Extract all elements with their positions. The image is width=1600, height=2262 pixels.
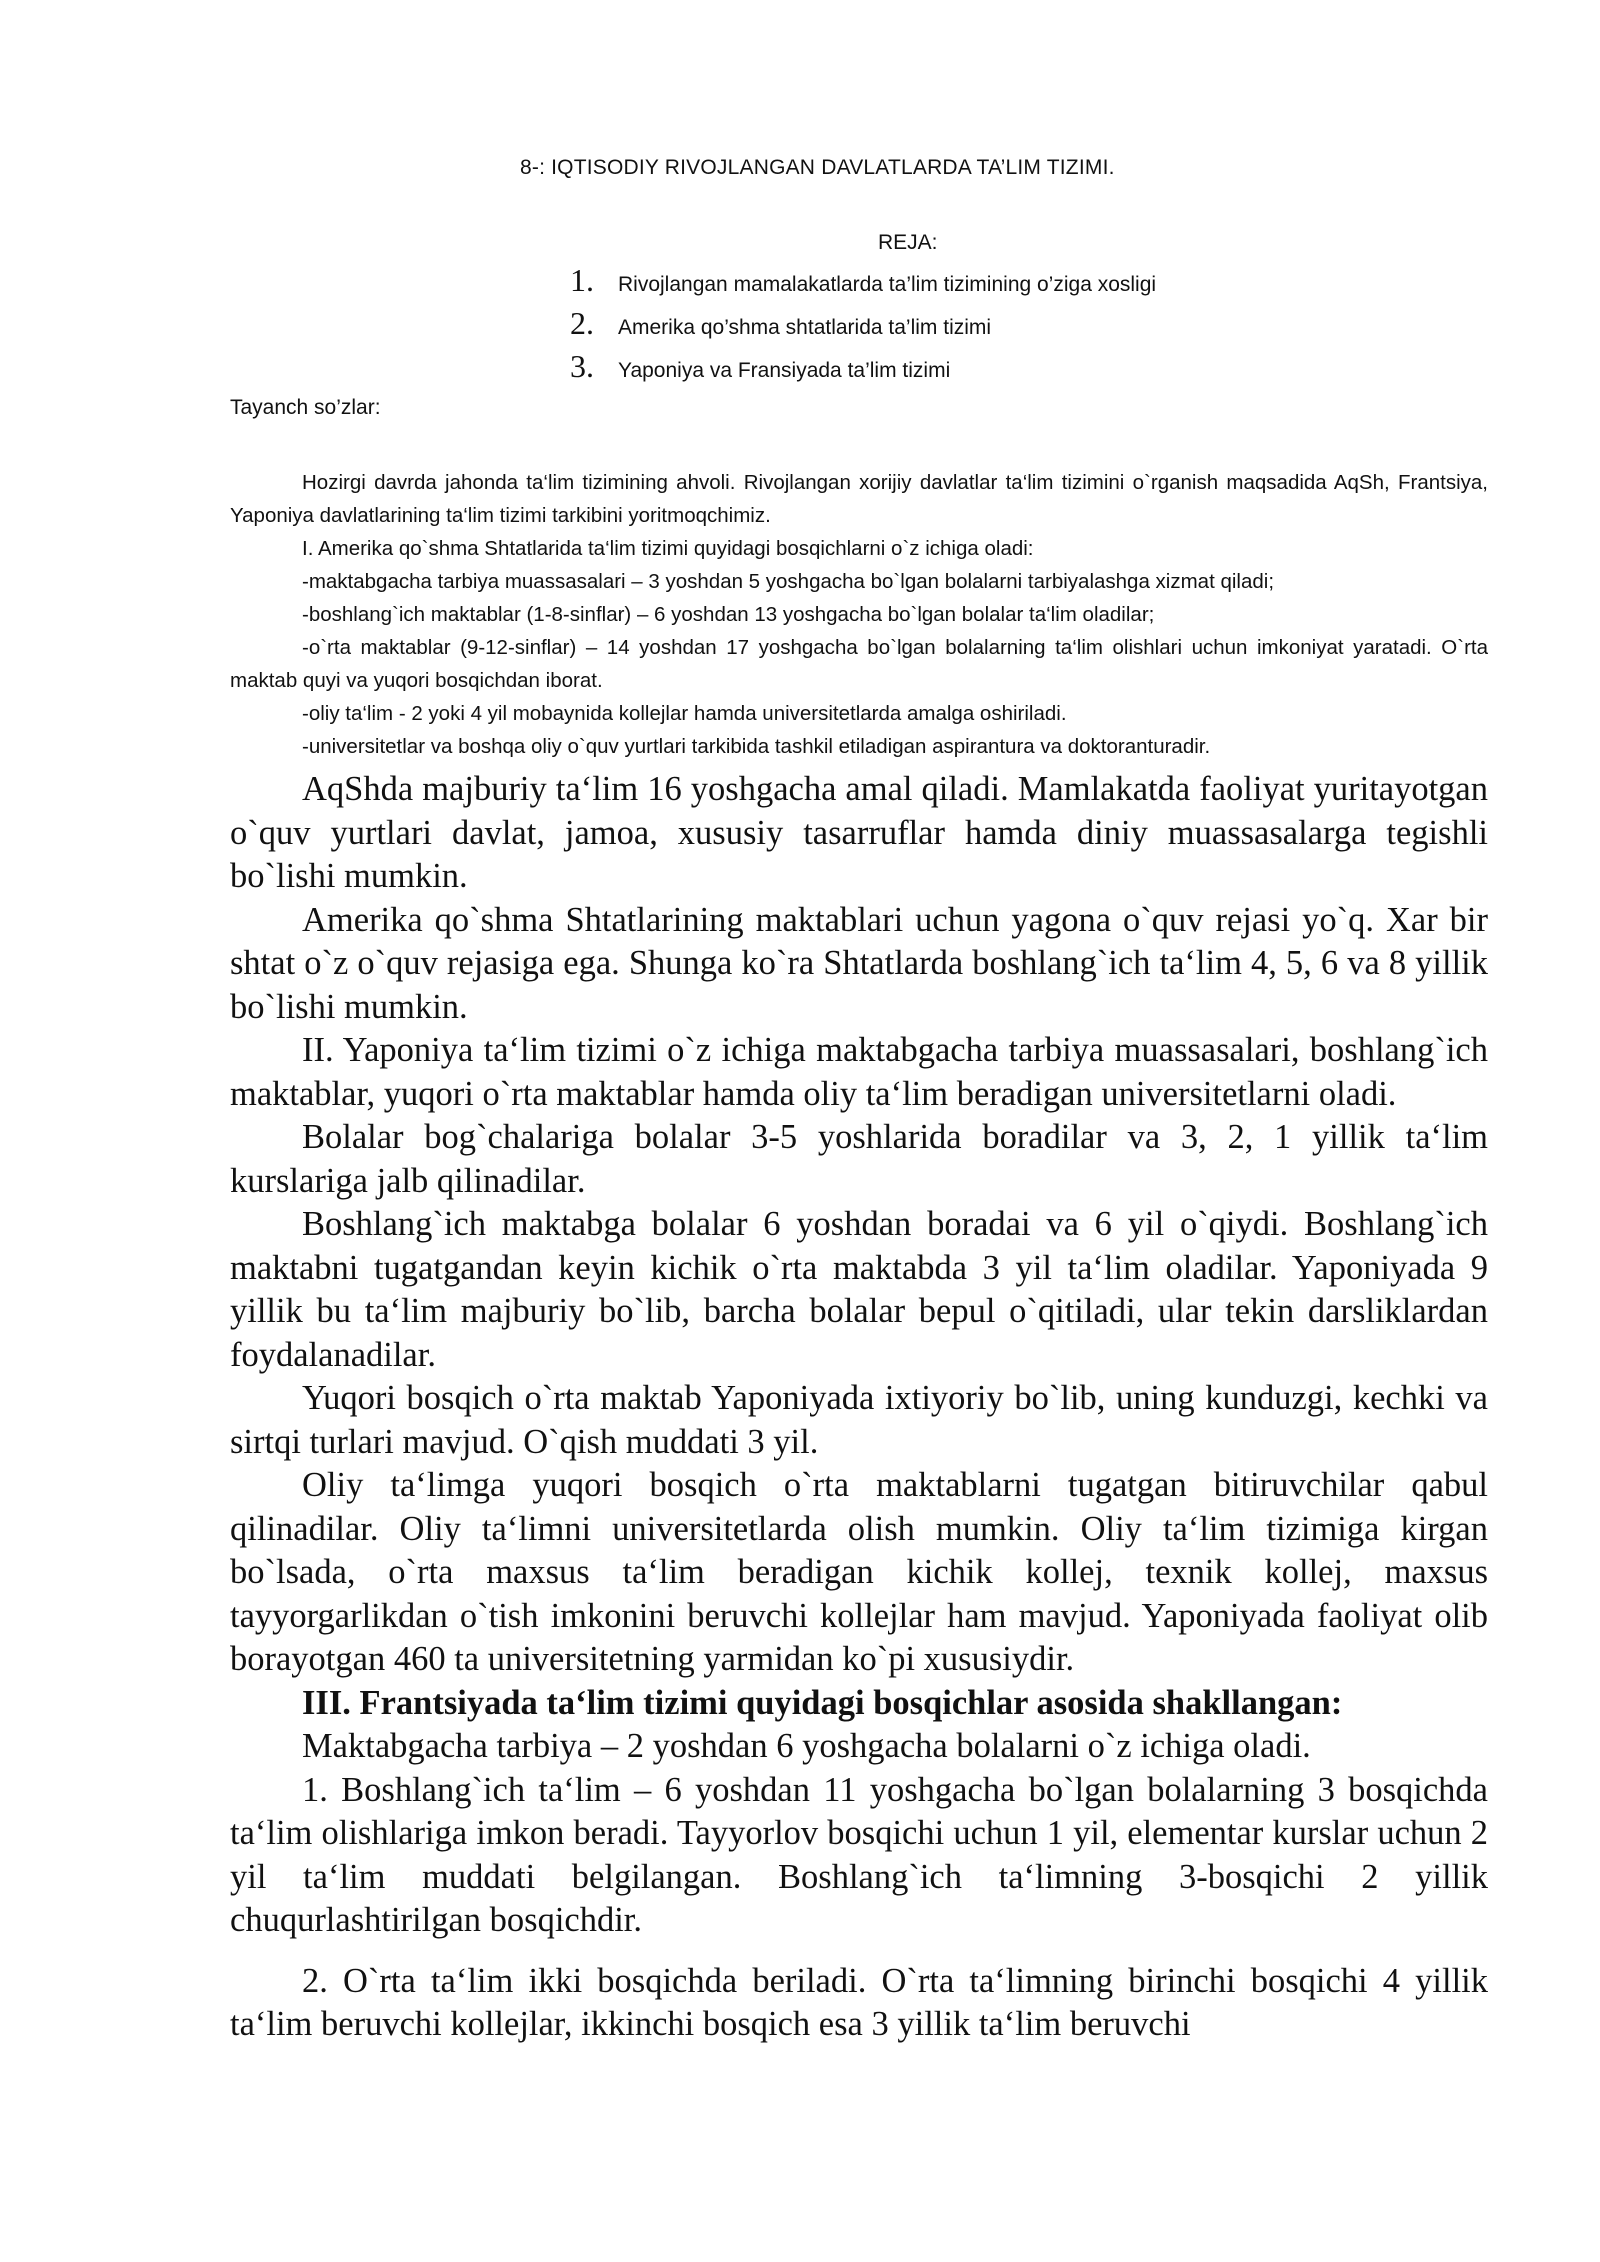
page-title: 8-: IQTISODIY RIVOJLANGAN DAVLATLARDA TA’LIM TIZIMI. [520, 156, 1115, 179]
body-paragraph: Yuqori bosqich o`rta maktab Yaponiyada ixtiyoriy bo`lib, uning kunduzgi, kechki va sirtqi turlari mavjud. O`qish muddati 3 yil. [230, 1379, 1488, 1461]
keywords-label: Tayanch so’zlar: [230, 396, 381, 419]
body-paragraph: II. Yaponiya ta‘lim tizimi o`z ichiga maktabgacha tarbiya muassasalari, boshlang`ich maktablar, yuqori o`rta maktablar hamda oliy ta‘lim beradigan universitetlarni oladi. [230, 1031, 1488, 1113]
plan-item-number: 3. [570, 348, 594, 384]
body-paragraph: AqShda majburiy ta‘lim 16 yoshgacha amal qiladi. Mamlakatda faoliyat yuritayotgan o`quv yurtlari davlat, jamoa, xususiy tasarruflar hamda diniy muassasalarga tegishli bo`lishi mumkin. [230, 770, 1488, 895]
intro-paragraph: Hozirgi davrda jahonda ta‘lim tizimining ahvoli. Rivojlangan xorijiy davlatlar ta‘lim tizimini o`rganish maqsadida AqSh, Frantsiya, Yaponiya davlatlarining ta‘lim tizimi tarkibini yoritmoqchimiz. [230, 471, 1488, 527]
plan-list [570, 262, 1156, 391]
plan-item-text: Amerika qo’shma shtatlarida ta’lim tizimi [618, 316, 992, 339]
plan-heading: REJA: [878, 231, 938, 254]
plan-item-number: 2. [570, 305, 594, 341]
intro-section [230, 466, 1488, 763]
intro-list-item: -o`rta maktablar (9-12-sinflar) – 14 yoshdan 17 yoshgacha bo`lgan bolalarning ta‘lim olishlari uchun imkoniyat yaratadi. O`rta maktab quyi va yuqori bosqichdan iborat. [230, 636, 1488, 692]
body-paragraph: Amerika qo`shma Shtatlarining maktablari uchun yagona o`quv rejasi yo`q. Xar bir shtat o`z o`quv rejasiga ega. Shunga ko`ra Shtatlarda boshlang`ich ta‘lim 4, 5, 6 va 8 yillik bo`lishi mumkin. [230, 900, 1488, 1026]
plan-item [570, 348, 1156, 391]
intro-list-item: -boshlang`ich maktablar (1-8-sinflar) – 6 yoshdan 13 yoshgacha bo`lgan bolalar ta‘lim oladilar; [302, 603, 1155, 626]
body-paragraph: Maktabgacha tarbiya – 2 yoshdan 6 yoshgacha bolalarni o`z ichiga oladi. [302, 1727, 1311, 1765]
plan-item [570, 305, 1156, 348]
body-paragraph: Boshlang`ich maktabga bolalar 6 yoshdan boradai va 6 yil o`qiydi. Boshlang`ich maktabni tugatgandan keyin kichik o`rta maktabda 3 yil ta‘lim oladilar. Yaponiyada 9 yillik bu ta‘lim majburiy bo`lib, barcha bolalar bepul o`qitiladi, ular tekin darsliklardan foydalanadilar. [230, 1205, 1488, 1374]
plan-item-text: Rivojlangan mamalakatlarda ta’lim tizimining o’ziga xosligi [618, 273, 1157, 296]
body-paragraph: Bolalar bog`chalariga bolalar 3-5 yoshlarida boradilar va 3, 2, 1 yillik ta‘lim kurslariga jalb qilinadilar. [230, 1118, 1488, 1200]
plan-item [570, 262, 1156, 305]
main-text [230, 768, 1488, 2047]
intro-list-item: -universitetlar va boshqa oliy o`quv yurtlari tarkibida tashkil etiladigan aspirantura va doktoranturadir. [302, 735, 1211, 758]
section-heading: III. Frantsiyada ta‘lim tizimi quyidagi bosqichlar asosida shakllangan: [302, 1683, 1343, 1722]
intro-list-item: -maktabgacha tarbiya muassasalari – 3 yoshdan 5 yoshgacha bo`lgan bolalarni tarbiyalashga xizmat qiladi; [302, 570, 1275, 593]
intro-list-item: -oliy ta‘lim - 2 yoki 4 yil mobaynida kollejlar hamda universitetlarda amalga oshiriladi. [302, 702, 1067, 725]
body-paragraph: 2. O`rta ta‘lim ikki bosqichda beriladi. O`rta ta‘limning birinchi bosqichi 4 yillik ta‘lim beruvchi kollejlar, ikkinchi bosqich esa 3 yillik ta‘lim beruvchi [230, 1961, 1488, 2043]
plan-item-text: Yaponiya va Fransiyada ta’lim tizimi [618, 359, 951, 382]
plan-item-number: 1. [570, 262, 594, 298]
intro-paragraph: I. Amerika qo`shma Shtatlarida ta‘lim tizimi quyidagi bosqichlarni o`z ichiga oladi: [302, 537, 1034, 560]
body-paragraph: Oliy ta‘limga yuqori bosqich o`rta maktablarni tugatgan bitiruvchilar qabul qilinadilar. Oliy ta‘limni universitetlarda olish mumkin. Oliy ta‘lim tizimiga kirgan bo`lsada, o`rta maxsus ta‘lim beradigan kichik kollej, texnik kollej, maxsus tayyorgarlikdan o`tish imkonini beruvchi kollejlar ham mavjud. Yaponiyada faoliyat olib borayotgan 460 ta universitetning yarmidan ko`pi xususiydir. [230, 1466, 1488, 1678]
body-paragraph: 1. Boshlang`ich ta‘lim – 6 yoshdan 11 yoshgacha bo`lgan bolalarning 3 bosqichda ta‘lim olishlariga imkon beradi. Tayyorlov bosqichi uchun 1 yil, elementar kurslar uchun 2 yil ta‘lim muddati belgilangan. Boshlang`ich ta‘limning 3-bosqichi 2 yillik chuqurlashtirilgan bosqichdir. [230, 1770, 1488, 1939]
